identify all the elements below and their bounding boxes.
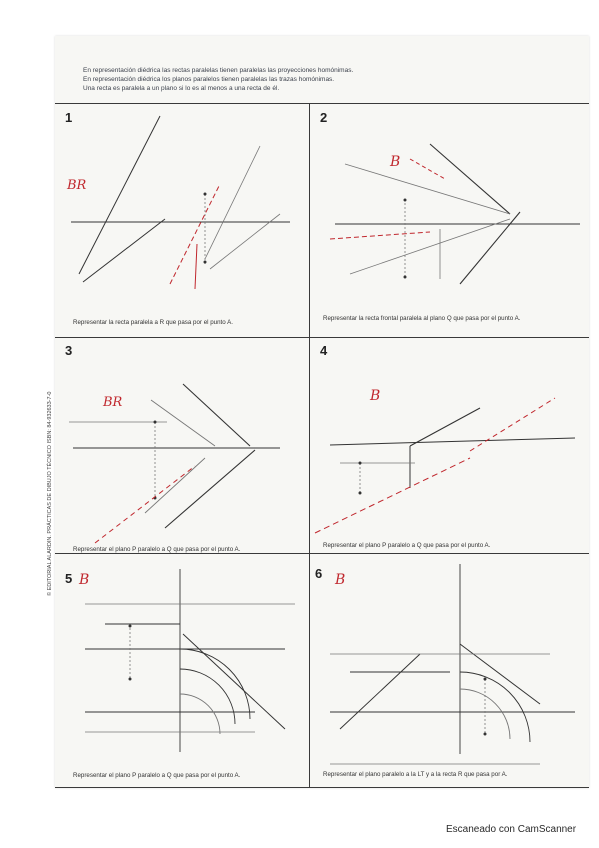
exercise-4-mark: B	[370, 388, 381, 404]
exercise-4-diagram	[310, 338, 589, 538]
exercise-number-6: 6	[315, 566, 323, 581]
exercise-number-2: 2	[320, 110, 328, 125]
grid-bottom-border	[55, 787, 589, 788]
exercise-caption-5: Representar el plano P paralelo a Q que pasa por el punto A.	[73, 772, 241, 779]
exercise-caption-2: Representar la recta frontal paralela al plano Q que pasa por el punto A.	[323, 315, 521, 322]
exercise-caption-6: Representar el plano paralelo a la LT y a la recta R que pasa por A.	[323, 771, 508, 778]
exercise-1-mark: BR	[67, 178, 87, 193]
header-line-3: Una recta es paralela a un plano si lo es al menos a una recta de él.	[83, 85, 280, 92]
exercise-5-mark: B	[79, 572, 90, 588]
exercise-2-mark: B	[390, 154, 401, 170]
exercise-caption-1: Representar la recta paralela a R que pasa por el punto A.	[73, 319, 233, 326]
header-text	[83, 66, 353, 93]
header-line-1: En representación diédrica las rectas paralelas tienen paralelas las proyecciones homónimas.	[83, 67, 354, 74]
exercise-number-1: 1	[65, 110, 73, 125]
header-line-2: En representación diédrica los planos paralelos tienen paralelas las trazas homónimas.	[83, 76, 335, 83]
publisher-side-text: © EDITORIAL ALARDIN. PRÁCTICAS DE DIBUJO TÉCNICO ISBN: 84-932633-7-0	[47, 391, 53, 596]
exercise-5-diagram	[55, 554, 309, 764]
exercise-2-diagram	[310, 104, 589, 314]
worksheet-page	[47, 36, 589, 788]
exercise-3-diagram	[55, 338, 309, 538]
exercise-number-3: 3	[65, 343, 73, 358]
exercise-number-4: 4	[320, 343, 328, 358]
exercise-number-5: 5	[65, 571, 73, 586]
exercise-caption-4: Representar el plano P paralelo a Q que pasa por el punto A.	[323, 542, 491, 549]
scanner-watermark: Escaneado con CamScanner	[446, 824, 577, 835]
exercise-3-mark: BR	[103, 395, 123, 410]
exercise-6-diagram	[310, 554, 589, 764]
exercise-6-mark: B	[335, 572, 346, 588]
exercise-1-diagram	[55, 104, 309, 314]
exercise-caption-3: Representar el plano P paralelo a Q que pasa por el punto A.	[73, 546, 241, 553]
